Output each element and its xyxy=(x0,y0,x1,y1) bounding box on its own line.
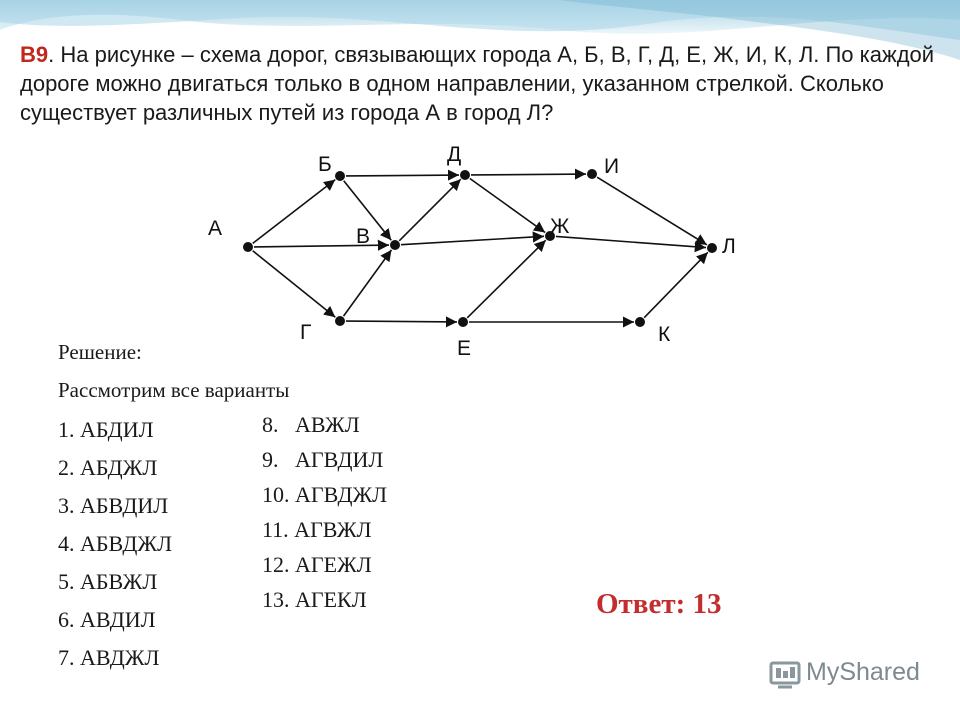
road-arrow-D-Zh xyxy=(470,178,545,232)
city-label-V: В xyxy=(356,225,371,248)
list-item: 5. АБВЖЛ xyxy=(58,569,158,594)
problem-statement xyxy=(20,40,950,127)
list-item: 7. АВДЖЛ xyxy=(58,645,160,670)
list-item: 6. АВДИЛ xyxy=(58,607,156,632)
road-arrow-A-B xyxy=(253,180,336,244)
paths-list-right xyxy=(262,407,387,617)
city-node-E xyxy=(458,317,468,327)
city-node-V xyxy=(390,240,400,250)
list-item: 4. АБВДЖЛ xyxy=(58,531,172,556)
list-item: 2. АБДЖЛ xyxy=(58,455,158,480)
problem-number: В9 xyxy=(20,42,49,67)
road-arrow-D-I xyxy=(471,174,586,175)
city-label-A: А xyxy=(208,217,223,240)
paths-list-left xyxy=(58,411,172,677)
city-node-L xyxy=(707,243,717,253)
road-arrow-I-L xyxy=(597,177,707,245)
city-node-G xyxy=(335,316,345,326)
city-label-B: Б xyxy=(318,153,332,176)
road-arrow-K-L xyxy=(644,252,708,317)
city-label-Zh: Ж xyxy=(550,215,570,238)
list-item: 3. АБВДИЛ xyxy=(58,493,169,518)
city-label-I: И xyxy=(604,155,620,178)
city-node-D xyxy=(460,170,470,180)
list-item: 8. АВЖЛ xyxy=(262,412,360,437)
list-item: 13. АГЕКЛ xyxy=(262,587,367,612)
answer-text: Ответ: 13 xyxy=(596,588,722,620)
road-arrow-E-Zh xyxy=(467,240,545,318)
road-arrow-V-Zh xyxy=(401,236,544,244)
city-node-A xyxy=(243,242,253,252)
city-label-L: Л xyxy=(722,235,736,258)
solution-subtitle: Рассмотрим все варианты xyxy=(58,378,290,402)
city-label-D: Д xyxy=(447,143,462,166)
city-label-K: К xyxy=(658,323,671,346)
city-label-E: Е xyxy=(457,337,472,360)
presentation-icon xyxy=(768,658,802,692)
road-arrow-G-V xyxy=(344,250,392,316)
list-item: 1. АБДИЛ xyxy=(58,417,154,442)
list-item: 12. АГЕЖЛ xyxy=(262,552,372,577)
city-label-G: Г xyxy=(300,321,312,344)
road-arrow-G-E xyxy=(346,321,457,322)
problem-text: . На рисунке – схема дорог, связывающих города А, Б, В, Г, Д, Е, Ж, И, К, Л. По каждой дороге можно двигаться только в одном направлении, указанном стрелкой. Сколько существует различных путей из города А в город Л? xyxy=(20,42,935,125)
road-arrow-Zh-L xyxy=(556,236,706,247)
city-node-B xyxy=(335,171,345,181)
solution-title: Решение: xyxy=(58,340,142,364)
watermark-text: MyShared xyxy=(806,658,920,686)
city-node-K xyxy=(635,317,645,327)
city-node-I xyxy=(587,169,597,179)
road-arrow-V-D xyxy=(399,179,461,241)
road-arrow-A-G xyxy=(253,251,336,317)
road-graph-diagram xyxy=(200,141,745,362)
list-item: 9. АГВДИЛ xyxy=(262,447,384,472)
myshared-logo xyxy=(768,656,928,694)
road-arrow-B-D xyxy=(346,175,459,176)
list-item: 10. АГВДЖЛ xyxy=(262,482,388,507)
list-item: 11. АГВЖЛ xyxy=(262,517,372,542)
